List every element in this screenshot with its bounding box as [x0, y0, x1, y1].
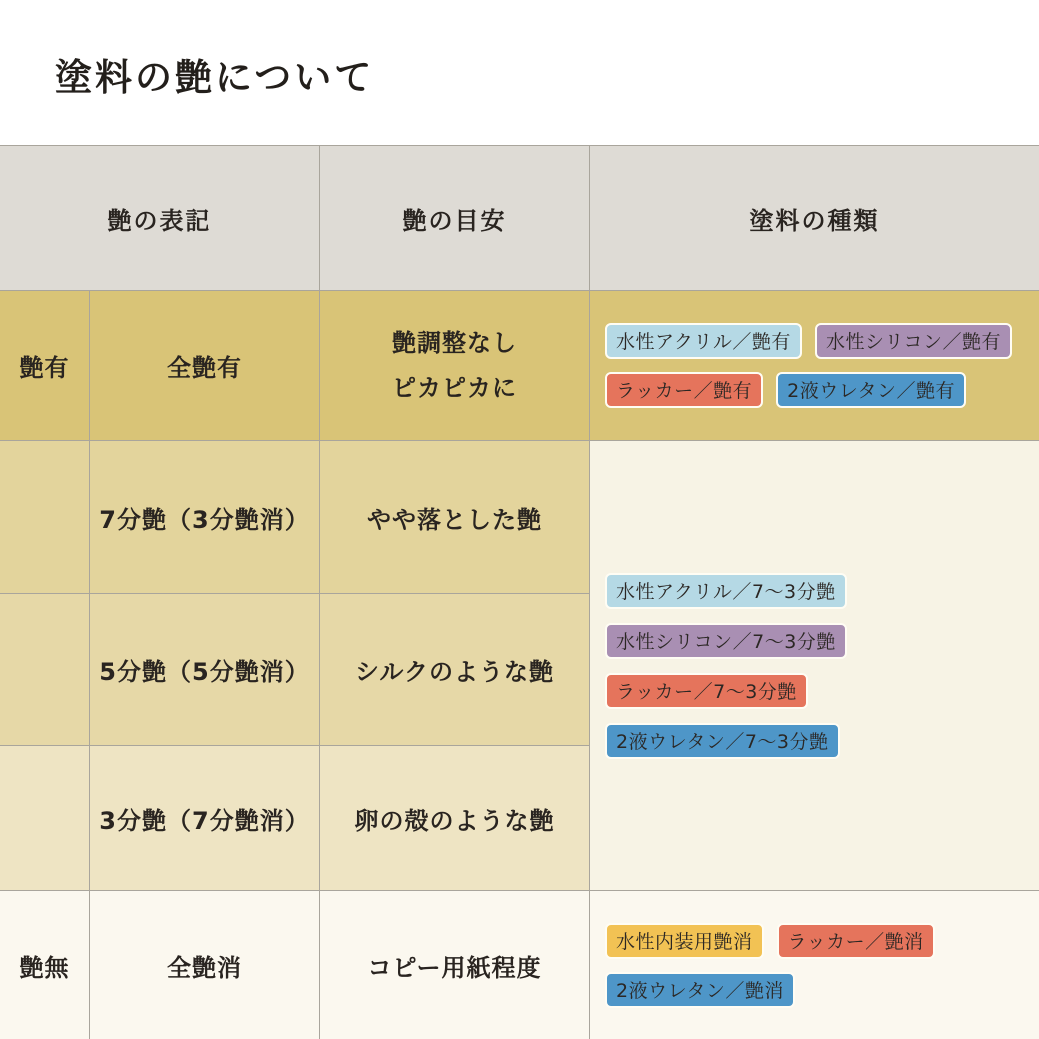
paint-badge-interior-matte: 水性内装用艶消 [605, 923, 764, 959]
gloss-guide-line2: ピカピカに [392, 373, 517, 402]
header-cell-paint-type: 塗料の種類 [590, 146, 1039, 291]
row-label-gloss: 艶有 [0, 291, 90, 441]
cell-semi7-notation: 7分艶（3分艶消） [90, 441, 320, 594]
cell-gloss-guide [320, 291, 590, 441]
paint-badge-lacquer-semi: ラッカー／7〜3分艶 [605, 673, 808, 709]
paint-badge-acrylic-gloss: 水性アクリル／艶有 [605, 323, 802, 359]
paint-badge-silicone-semi: 水性シリコン／7〜3分艶 [605, 623, 847, 659]
gloss-table [0, 145, 1039, 1039]
header-cell-guide: 艶の目安 [320, 146, 590, 291]
cell-semi5-notation: 5分艶（5分艶消） [90, 594, 320, 746]
paint-badge-acrylic-semi: 水性アクリル／7〜3分艶 [605, 573, 847, 609]
row-label-empty-semi7 [0, 441, 90, 594]
cell-semi5-guide: シルクのような艶 [320, 594, 590, 746]
paint-badge-urethane-gloss: 2液ウレタン／艶有 [776, 372, 966, 408]
paint-badge-silicone-gloss: 水性シリコン／艶有 [815, 323, 1012, 359]
header-cell-notation: 艶の表記 [0, 146, 320, 291]
paint-badge-lacquer-gloss: ラッカー／艶有 [605, 372, 763, 408]
gloss-guide-line1: 艶調整なし [392, 329, 517, 358]
cell-semi3-guide: 卵の殻のような艶 [320, 746, 590, 891]
paint-badge-urethane-semi: 2液ウレタン／7〜3分艶 [605, 723, 840, 759]
cell-gloss-notation: 全艶有 [90, 291, 320, 441]
paint-badge-lacquer-matte: ラッカー／艶消 [777, 923, 935, 959]
page-title: 塗料の艶について [55, 56, 375, 99]
cell-gloss-paints [590, 291, 1039, 441]
cell-matte-guide: コピー用紙程度 [320, 891, 590, 1039]
cell-semi3-notation: 3分艶（7分艶消） [90, 746, 320, 891]
cell-matte-notation: 全艶消 [90, 891, 320, 1039]
row-label-empty-semi5 [0, 594, 90, 746]
row-label-matte: 艶無 [0, 891, 90, 1039]
paint-badge-urethane-matte: 2液ウレタン／艶消 [605, 972, 795, 1008]
cell-semi7-guide: やや落とした艶 [320, 441, 590, 594]
row-label-empty-semi3 [0, 746, 90, 891]
cell-matte-paints [590, 891, 1039, 1039]
cell-semi-paints [590, 441, 1039, 891]
